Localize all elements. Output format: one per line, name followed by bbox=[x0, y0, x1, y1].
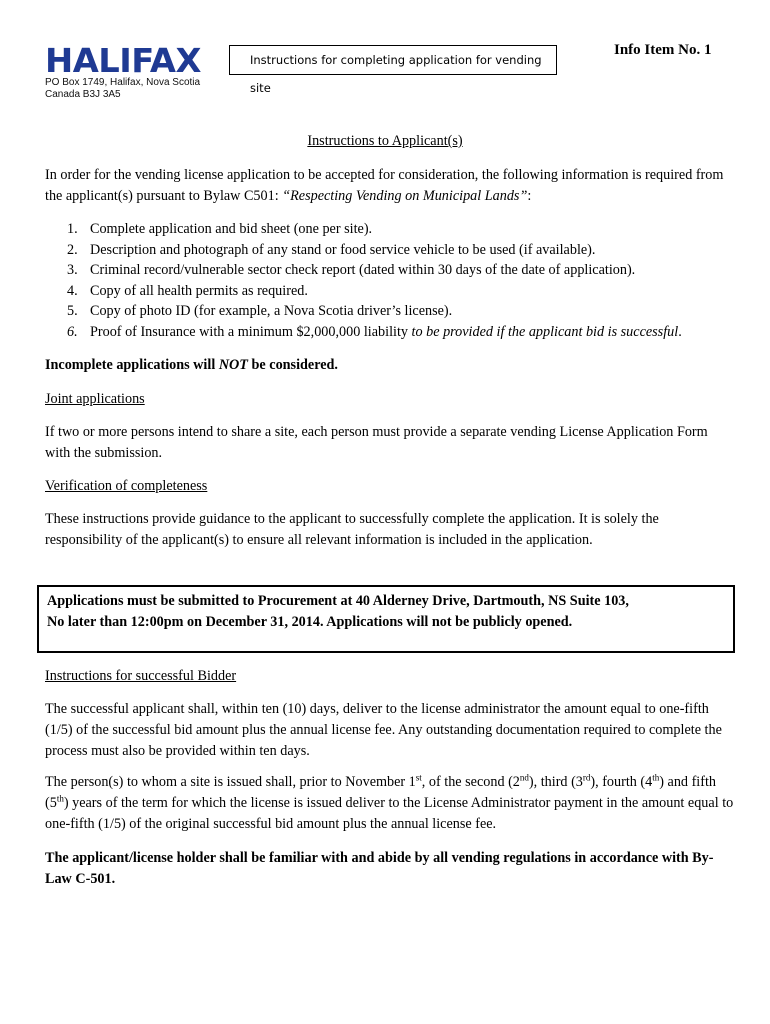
joint-heading: Joint applications bbox=[45, 391, 145, 407]
bidder-paragraph-2 bbox=[45, 772, 735, 835]
address-line: PO Box 1749, Halifax, Nova Scotia bbox=[45, 77, 201, 88]
p2-text: , of the second (2 bbox=[421, 774, 520, 790]
closing-statement: The applicant/license holder shall be familiar with and abide by all vending regulations in accordance with By-Law C-501. bbox=[45, 850, 714, 887]
item-text: Criminal record/vulnerable sector check report (dated within 30 days of the date of application). bbox=[90, 262, 636, 278]
address-line: Canada B3J 3A5 bbox=[45, 89, 121, 100]
joint-paragraph: If two or more persons intend to share a site, each person must provide a separate vending License Application Form with the submission. bbox=[45, 424, 708, 461]
ordinal-suffix: st bbox=[415, 772, 422, 783]
item-number: 5. bbox=[67, 303, 78, 319]
item-italic-text: to be provided if the applicant bid is successful bbox=[411, 323, 679, 340]
bidder-paragraph-1: The successful applicant shall, within ten (10) days, deliver to the license administrator the amount equal to one-fifth (1/5) of the successful bid amount plus the annual license fee. Any outstanding documentation required to complete the process must also be provided within ten days. bbox=[45, 701, 722, 759]
form-title-box: Instructions for completing application for vending site bbox=[229, 45, 557, 75]
info-item-label: Info Item No. 1 bbox=[614, 42, 712, 58]
list-item bbox=[45, 260, 745, 281]
submission-notice-box bbox=[37, 585, 735, 653]
item-number: 2. bbox=[67, 241, 78, 258]
halifax-logo bbox=[45, 44, 201, 74]
intro-paragraph bbox=[45, 165, 735, 207]
ordinal-suffix: th bbox=[56, 793, 64, 804]
list-item bbox=[45, 301, 745, 322]
intro-end: : bbox=[527, 188, 532, 204]
list-item bbox=[45, 219, 745, 240]
item-number: 4. bbox=[67, 282, 78, 299]
incomplete-warning bbox=[45, 355, 735, 376]
notice-line: Applications must be submitted to Procurement at 40 Alderney Drive, Dartmouth, NS Suite 103, bbox=[47, 593, 629, 609]
p2-text: ), third (3 bbox=[528, 774, 583, 790]
address-block bbox=[45, 77, 200, 101]
logo-text: HALIFAX bbox=[45, 44, 201, 74]
p2-text: ) and fifth (5 bbox=[45, 774, 716, 811]
verification-paragraph: These instructions provide guidance to the applicant to successfully complete the application. It is solely the responsibility of the applicant(s) to ensure all relevant information is included in the application. bbox=[45, 511, 659, 548]
item-text: Description and photograph of any stand or food service vehicle to be used (if available). bbox=[90, 241, 596, 258]
heading-text: Instructions to Applicant(s) bbox=[307, 133, 463, 149]
ordinal-suffix: th bbox=[652, 772, 660, 783]
warning-post: be considered. bbox=[247, 357, 338, 373]
item-number: 6. bbox=[67, 323, 78, 340]
item-text: Copy of all health permits as required. bbox=[90, 282, 308, 299]
notice-line: No later than 12:00pm on December 31, 2014. Applications will not be publicly opened. bbox=[47, 614, 573, 630]
item-text: Proof of Insurance with a minimum $2,000,000 liability bbox=[90, 323, 412, 340]
ordinal-suffix: nd bbox=[519, 772, 529, 783]
list-item bbox=[45, 281, 745, 302]
item-end: . bbox=[678, 323, 682, 340]
intro-text: In order for the vending license application to be accepted for consideration, the following information is required from the applicant(s) pursuant to Bylaw C501: bbox=[45, 167, 724, 204]
warning-emphasis: NOT bbox=[218, 357, 248, 373]
item-text: Complete application and bid sheet (one per site). bbox=[90, 221, 373, 237]
item-number: 3. bbox=[67, 262, 78, 278]
p2-text: The person(s) to whom a site is issued shall, prior to November 1 bbox=[45, 774, 416, 790]
bidder-heading: Instructions for successful Bidder bbox=[45, 668, 237, 684]
p2-text: ), fourth (4 bbox=[590, 774, 653, 790]
warning-pre: Incomplete applications will bbox=[45, 357, 219, 373]
item-text: Copy of photo ID (for example, a Nova Scotia driver’s license). bbox=[90, 303, 453, 319]
verification-heading: Verification of completeness bbox=[45, 478, 208, 494]
ordinal-suffix: rd bbox=[582, 772, 591, 783]
list-item bbox=[45, 322, 745, 343]
list-item bbox=[45, 240, 745, 261]
item-number: 1. bbox=[67, 221, 78, 237]
requirements-list bbox=[45, 219, 745, 342]
bylaw-title: “Respecting Vending on Municipal Lands” bbox=[282, 188, 528, 204]
page-heading bbox=[0, 133, 770, 150]
p2-text: ) years of the term for which the license is issued deliver to the License Administrator payment in the amount equal to one-fifth (1/5) of the original successful bid amount plus the annual license fee. bbox=[45, 795, 734, 832]
